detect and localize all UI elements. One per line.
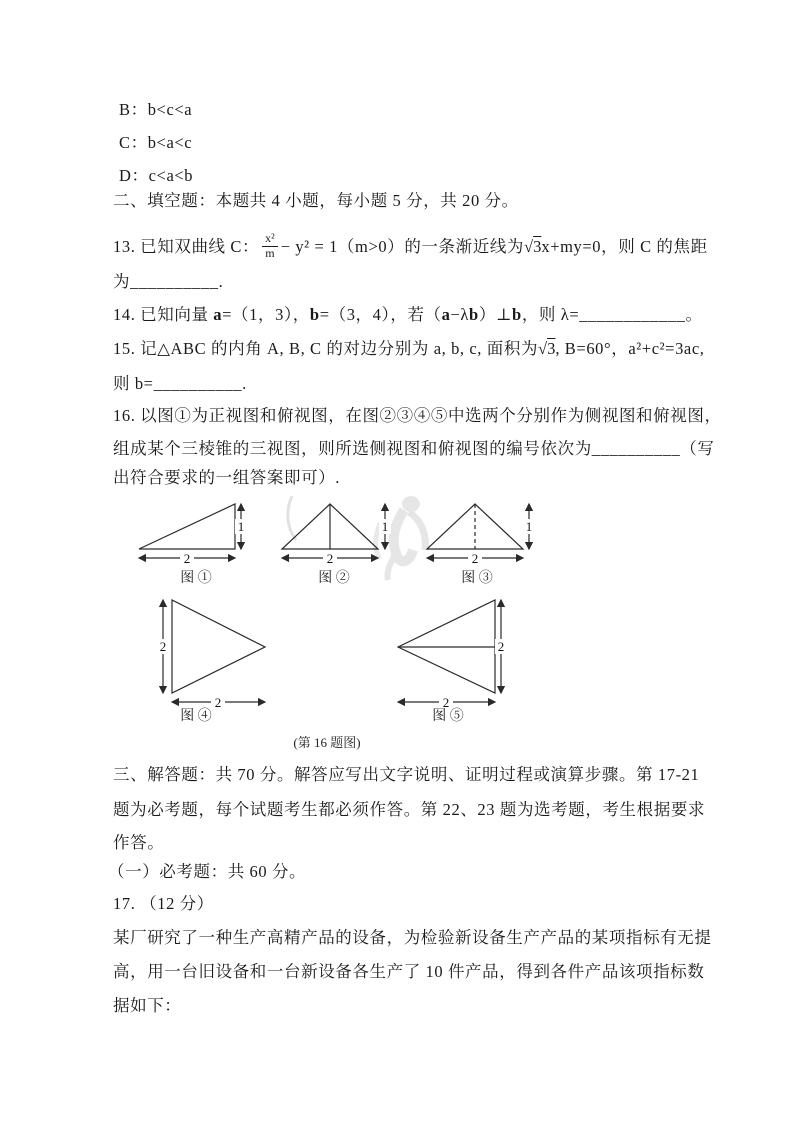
sqrt-arg: 3 (533, 237, 542, 256)
sqrt-arg-2: 3 (547, 339, 556, 358)
answer-section-line-1: 三、解答题：共 70 分。解答应写出文字说明、证明过程或演算步骤。第 17-21 (113, 765, 700, 784)
q13-text-mid: − y² = 1（m>0）的一条渐近线为 (280, 237, 525, 256)
q14-text-3: =（3，4），若（ (319, 305, 442, 324)
q13-text-tail: x+my=0，则 C 的焦距 (541, 237, 708, 256)
vector-b-2: b (469, 305, 479, 324)
fig4-width-label: 2 (214, 695, 222, 710)
question-16-figures (130, 460, 540, 765)
q14-text-1: 14. 已知向量 (113, 305, 214, 324)
fraction-x2-over-m (262, 232, 278, 261)
question-16-line-2: 组成某个三棱锥的三视图，则所选侧视图和俯视图的编号依次为__________（写 (113, 439, 715, 458)
q14-text-4: −λ (450, 305, 470, 324)
q14-text-5: ）⊥ (478, 305, 513, 324)
vector-a: a (213, 305, 223, 324)
fraction-denominator: m (265, 245, 275, 260)
fig5-height-label: 2 (497, 639, 505, 654)
question-15-line-1 (113, 339, 705, 359)
watermark-figure (288, 496, 426, 580)
fraction-numerator: x² (262, 232, 278, 247)
q14-text-6: ，则 λ=____________。 (521, 305, 703, 324)
fill-blank-section-title: 二、填空题：本题共 4 小题，每小题 5 分，共 20 分。 (113, 191, 519, 210)
figure-caption: (第 16 题图) (293, 735, 361, 750)
fig2-height-label: 1 (381, 519, 389, 534)
fig3-width-label: 2 (471, 551, 479, 566)
required-section-title: （一）必考题：共 60 分。 (108, 862, 307, 881)
question-17-line-1: 某厂研究了一种生产高精产品的设备，为检验新设备生产产品的某项指标有无提 (113, 928, 712, 947)
question-17-line-2: 高，用一台旧设备和一台新设备各生产了 10 件产品，得到各件产品该项指标数 (113, 962, 705, 981)
q13-text-pre: 13. 已知双曲线 C： (113, 237, 260, 256)
fig4-height-label: 2 (159, 639, 167, 654)
fig2-width-label: 2 (326, 551, 334, 566)
question-16-line-3: 出符合要求的一组答案即可）. (113, 468, 341, 487)
q15-text-2: , B=60°，a²+c²=3ac, (555, 339, 705, 358)
fig5-name: 图 ⑤ (432, 709, 464, 724)
question-17-heading: 17. （12 分） (113, 894, 214, 913)
fig5-width-label: 2 (442, 695, 450, 710)
vector-a-2: a (441, 305, 451, 324)
option-c-line: C：b<a<c (119, 133, 193, 152)
vector-b: b (309, 305, 320, 324)
fig3-name: 图 ③ (461, 571, 493, 586)
q15-text-1: 15. 记△ABC 的内角 A, B, C 的对边分别为 a, b, c, 面积为 (113, 339, 539, 358)
sqrt-sign-2: √ (538, 339, 548, 358)
answer-section-line-2: 题为必考题，每个试题考生都必须作答。第 22、23 题为选考题，考生根据要求 (113, 800, 706, 819)
question-16-line-1: 16. 以图①为正视图和俯视图，在图②③④⑤中选两个分别作为侧视图和俯视图， (113, 406, 722, 425)
question-17-line-3: 据如下： (113, 996, 182, 1015)
question-13-line-1 (113, 226, 708, 268)
fig1-name: 图 ① (180, 571, 212, 586)
sqrt-sign: √ (524, 237, 534, 256)
figure-4 (157, 600, 265, 724)
answer-section-line-3: 作答。 (113, 833, 165, 852)
fig4-name: 图 ④ (180, 709, 212, 724)
option-d-line: D：c<a<b (119, 166, 194, 185)
vector-b-3: b (512, 305, 522, 324)
question-15-line-2: 则 b=__________. (113, 374, 247, 393)
fig1-height-label: 1 (237, 519, 245, 534)
fig1-width-label: 2 (183, 551, 191, 566)
q14-text-2: =（1，3）， (222, 305, 310, 324)
fig2-name: 图 ② (318, 571, 350, 586)
question-14-line (113, 305, 703, 325)
question-13-line-2: 为__________. (113, 272, 224, 291)
figure-3 (427, 504, 535, 586)
figure-1 (139, 504, 247, 586)
figure-5 (398, 600, 507, 724)
option-b-line: B：b<c<a (119, 100, 193, 119)
fig3-height-label: 1 (525, 519, 533, 534)
